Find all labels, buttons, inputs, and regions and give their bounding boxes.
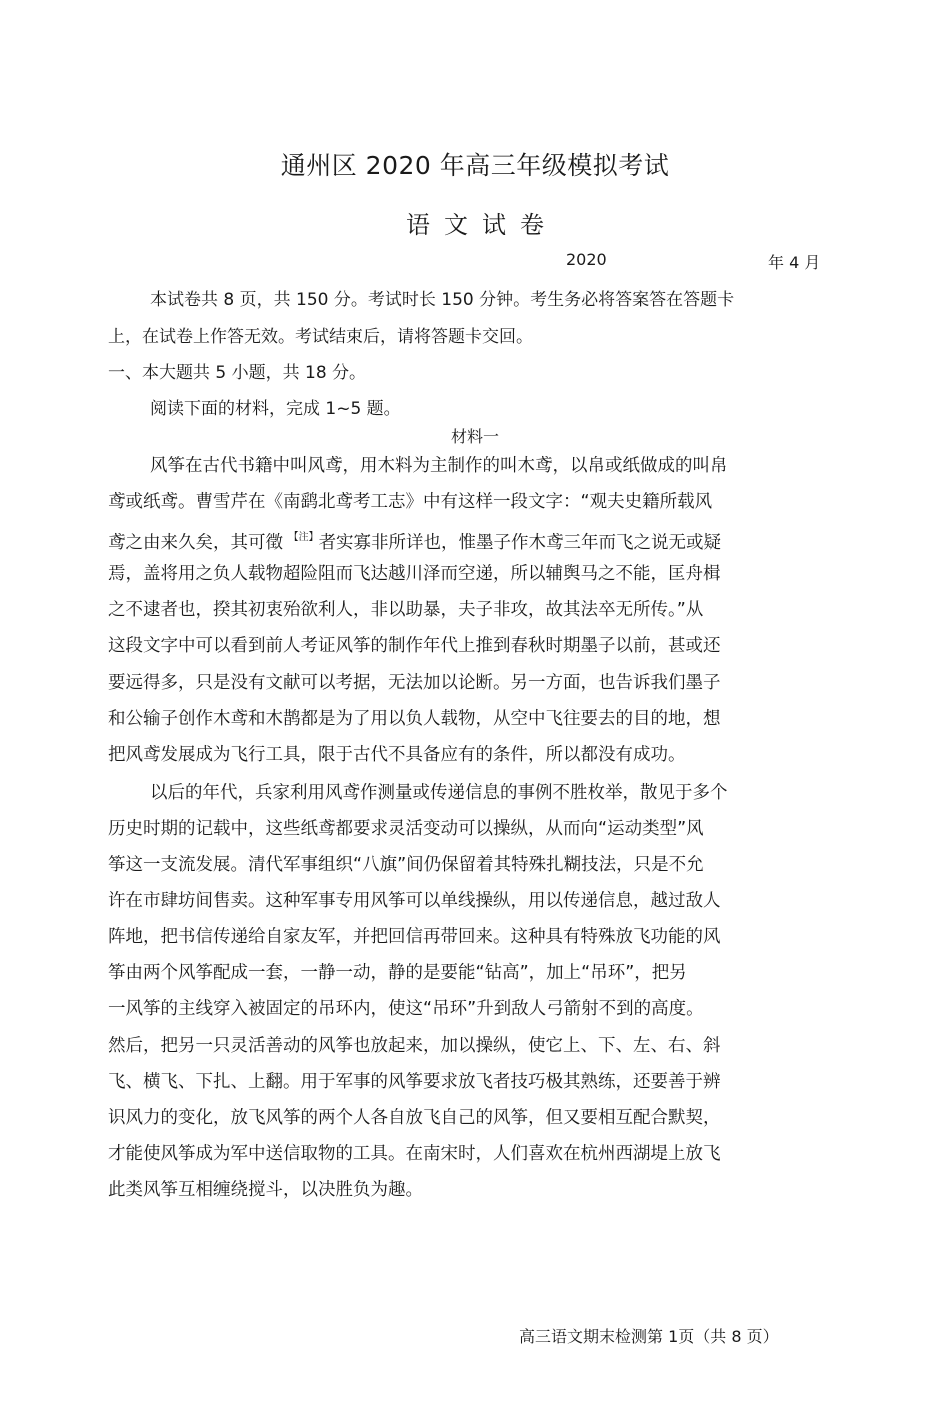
paragraph-2-line: 筝这一支流发展。清代军事组织“八旗”间仍保留着其特殊扎糊技法，只是不允 [108, 855, 704, 876]
paragraph-1-line: 要远得多，只是没有文献可以考据，无法加以论断。另一方面，也告诉我们墨子 [108, 672, 721, 693]
paragraph-2-line: 然后，把另一只灵活善动的风筝也放起来，加以操纵，使它上、下、左、右、斜 [108, 1035, 721, 1056]
paragraph-2-line: 才能使风筝成为军中送信取物的工具。在南宋时，人们喜欢在杭州西湖堤上放飞 [108, 1143, 721, 1164]
paragraph-1-line: 鸢或纸鸢。曹雪芹在《南鹞北鸢考工志》中有这样一段文字：“观夫史籍所载风 [108, 492, 713, 513]
paragraph-2-line: 以后的年代，兵家利用风鸢作测量或传递信息的事例不胜枚举，散见于多个 [150, 782, 728, 803]
paragraph-1-line-end: 者实寡非所详也，惟墨子作木鸢三年而飞之说无或疑 [318, 533, 722, 554]
section-heading: 一、本大题共 5 小题，共 18 分。 [108, 363, 367, 383]
paragraph-2-line: 筝由两个风筝配成一套，一静一动，静的是要能“钻高”，加上“吊环”，把另 [108, 963, 687, 984]
paragraph-1-line: 和公输子创作木鸢和木鹊都是为了用以负人载物，从空中飞往要去的目的地，想 [108, 708, 721, 729]
instruction-line-2: 上，在试卷上作答无效。考试结束后，请将答题卡交回。 [108, 327, 533, 347]
paragraph-2-line: 历史时期的记载中，这些纸鸢都要求灵活变动可以操纵，从而向“运动类型”风 [108, 818, 704, 839]
paragraph-2-line: 飞、横飞、下扎、上翻。用于军事的风筝要求放飞者技巧极其熟练，还要善于辨 [108, 1071, 721, 1092]
exam-title: 通州区 2020 年高三年级模拟考试 [280, 151, 670, 180]
reading-prompt: 阅读下面的材料，完成 1~5 题。 [150, 399, 401, 419]
paragraph-2-line: 许在市肆坊间售卖。这种军事专用风筝可以单线操纵，用以传递信息，越过敌人 [108, 891, 721, 912]
date-month: 年 4 月 [768, 253, 821, 272]
footnote-mark: 【注】 [288, 532, 319, 544]
paragraph-1-line: 把风鸢发展成为飞行工具，限于古代不具备应有的条件，所以都没有成功。 [108, 744, 686, 765]
paragraph-1-line-start: 鸢之由来久矣，其可徵 [108, 533, 289, 554]
paragraph-1-line [108, 520, 798, 556]
exam-subtitle: 语文试卷 [406, 211, 558, 239]
page-footer: 高三语文期末检测第 1页（共 8 页） [519, 1327, 779, 1346]
paragraph-1-line: 之不逮者也，揆其初衷殆欲利人，非以助暴，夫子非攻，故其法卒无所传。”从 [108, 600, 704, 621]
paragraph-2-line: 此类风筝互相缠绕搅斗，以决胜负为趣。 [108, 1179, 423, 1200]
paragraph-1-line: 这段文字中可以看到前人考证风筝的制作年代上推到春秋时期墨子以前，甚或还 [108, 636, 721, 657]
paragraph-1-line: 风筝在古代书籍中叫风鸢，用木料为主制作的叫木鸢，以帛或纸做成的叫帛 [150, 456, 728, 476]
date-year: 2020 [566, 250, 607, 269]
paragraph-2-line: 阵地，把书信传递给自家友军，并把回信再带回来。这种具有特殊放飞功能的风 [108, 927, 721, 948]
paragraph-1-line: 焉，盖将用之负人载物超险阻而飞达越川泽而空递，所以辅舆马之不能，匡舟楫 [108, 564, 721, 585]
passage [108, 448, 798, 1208]
paragraph-2-line: 一风筝的主线穿入被固定的吊环内，使这“吊环”升到敌人弓箭射不到的高度。 [108, 999, 704, 1020]
paragraph-2-line: 识风力的变化，放飞风筝的两个人各自放飞自己的风筝，但又要相互配合默契， [108, 1107, 721, 1128]
material-label: 材料一 [450, 427, 499, 446]
instruction-line-1: 本试卷共 8 页，共 150 分。考试时长 150 分钟。考生务必将答案答在答题卡 [150, 290, 735, 310]
